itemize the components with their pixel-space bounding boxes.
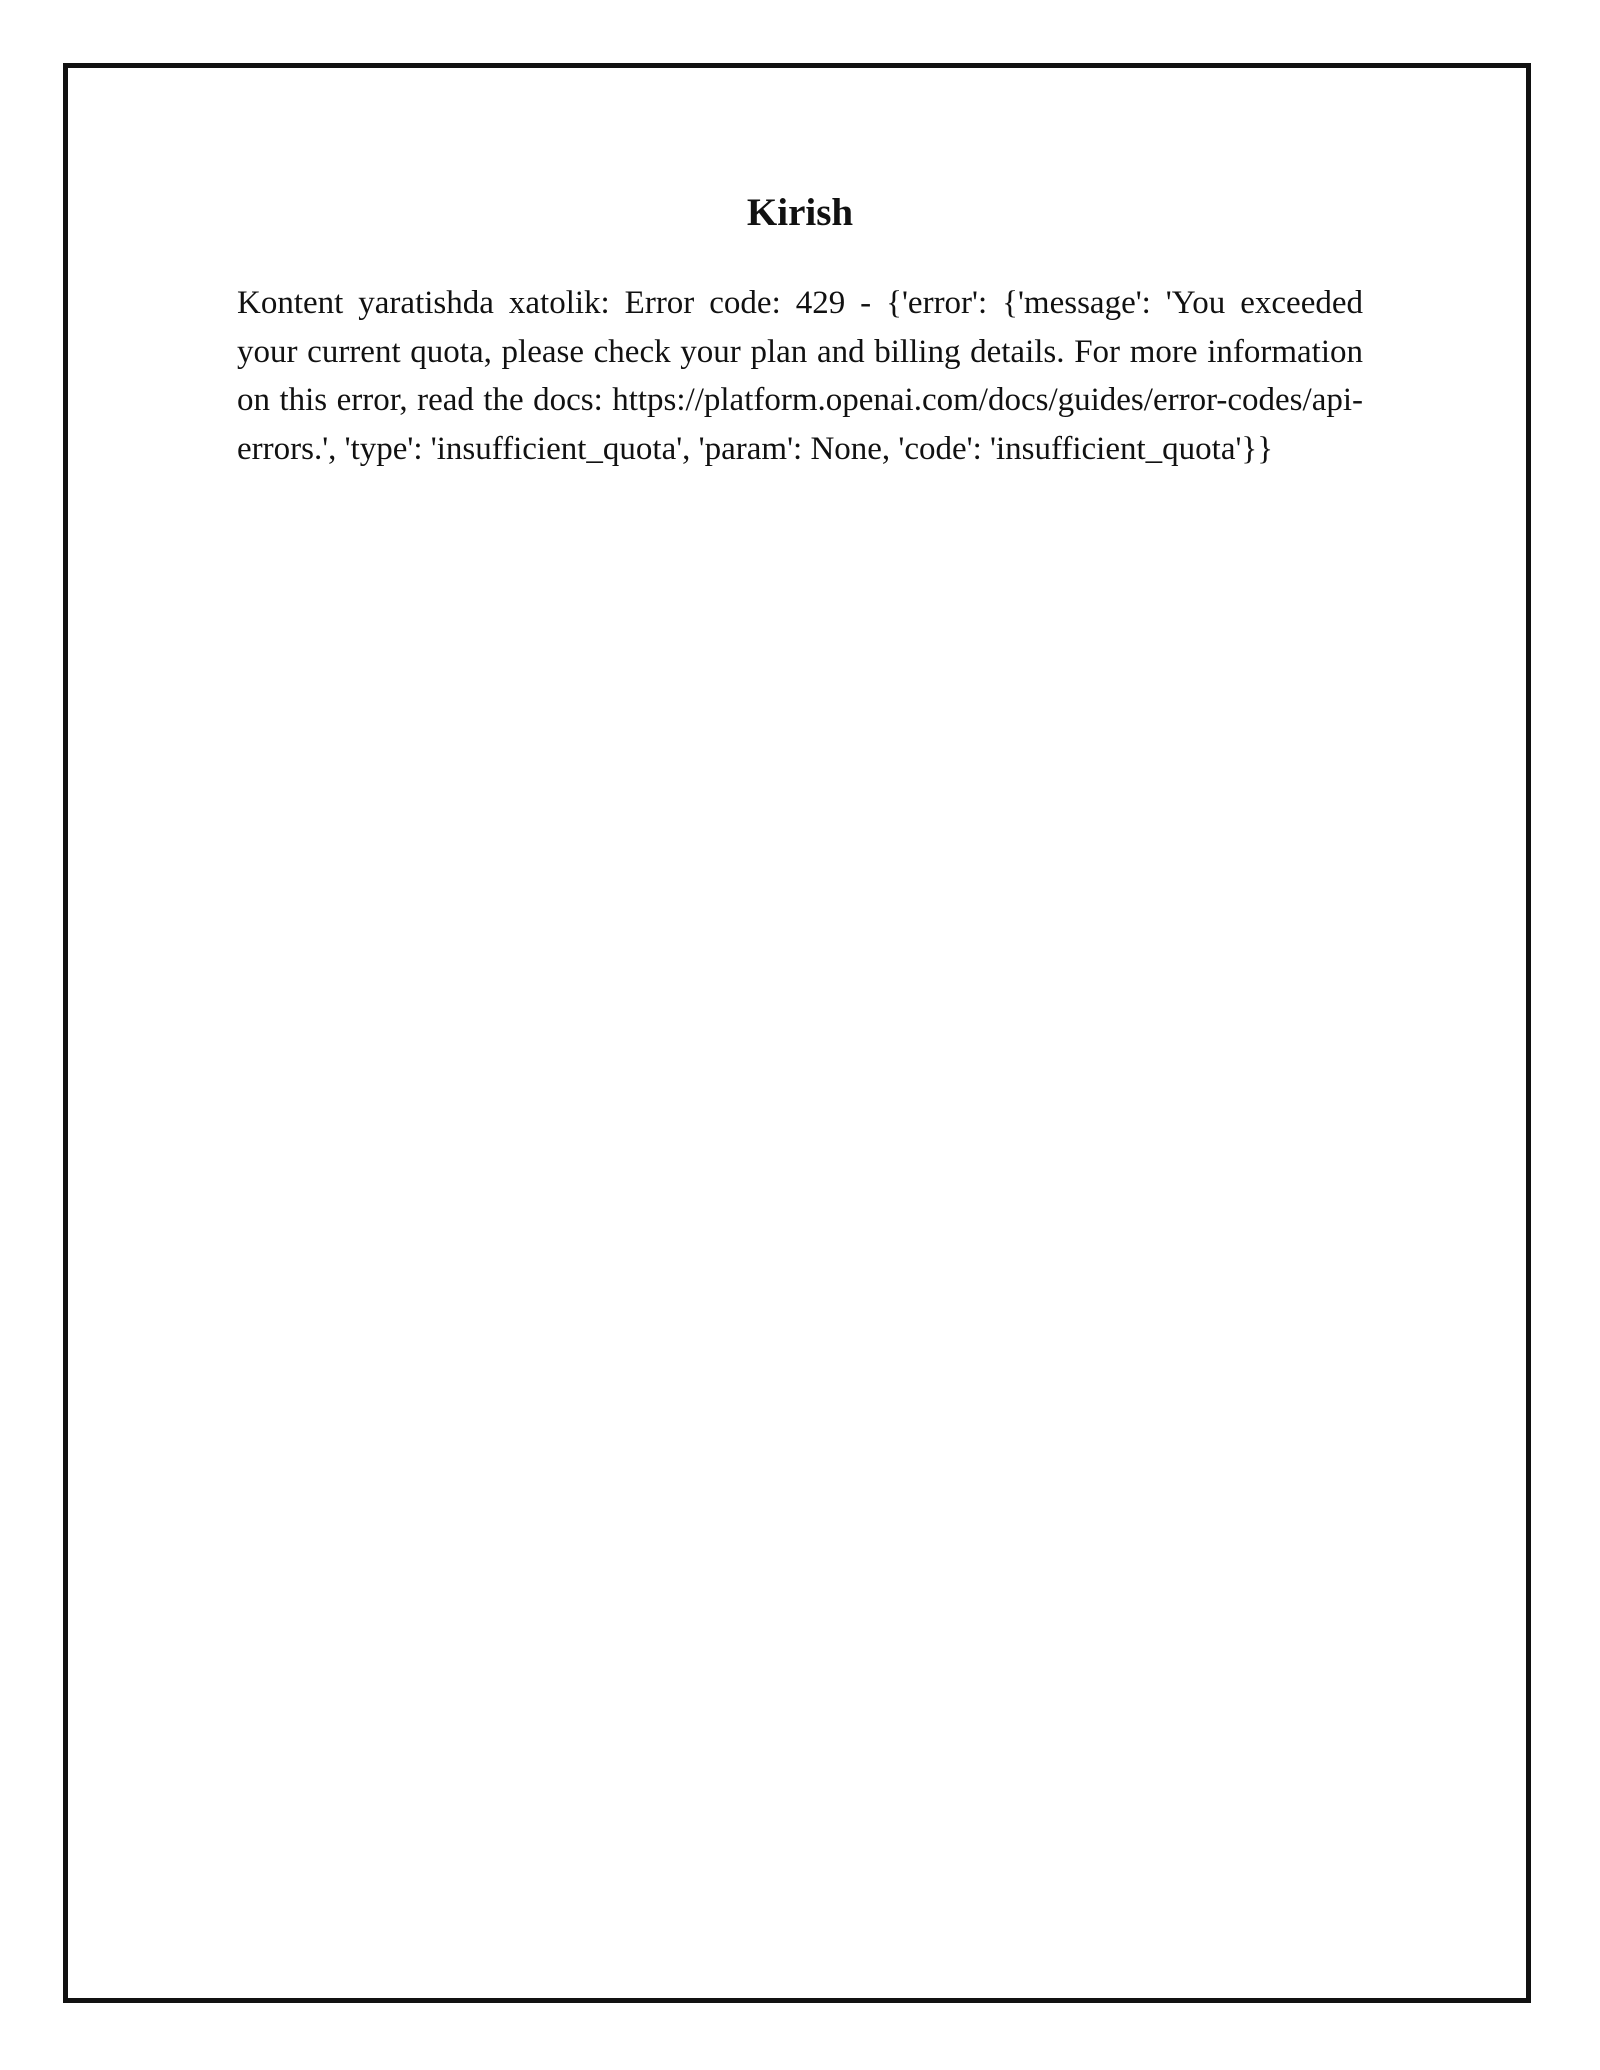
page-content xyxy=(237,183,1363,473)
body-paragraph: Kontent yaratishda xatolik: Error code: 429 - {'error': {'message': 'You exceeded your current quota, please check your plan and billing details. For more information on this error, read the docs: https://platform.openai.com/docs/guides/error-codes/api-errors.', 'type': 'insufficient_quota', 'param': None, 'code': 'insufficient_quota'}} xyxy=(237,285,1363,467)
page-title: Kirish xyxy=(746,191,854,234)
